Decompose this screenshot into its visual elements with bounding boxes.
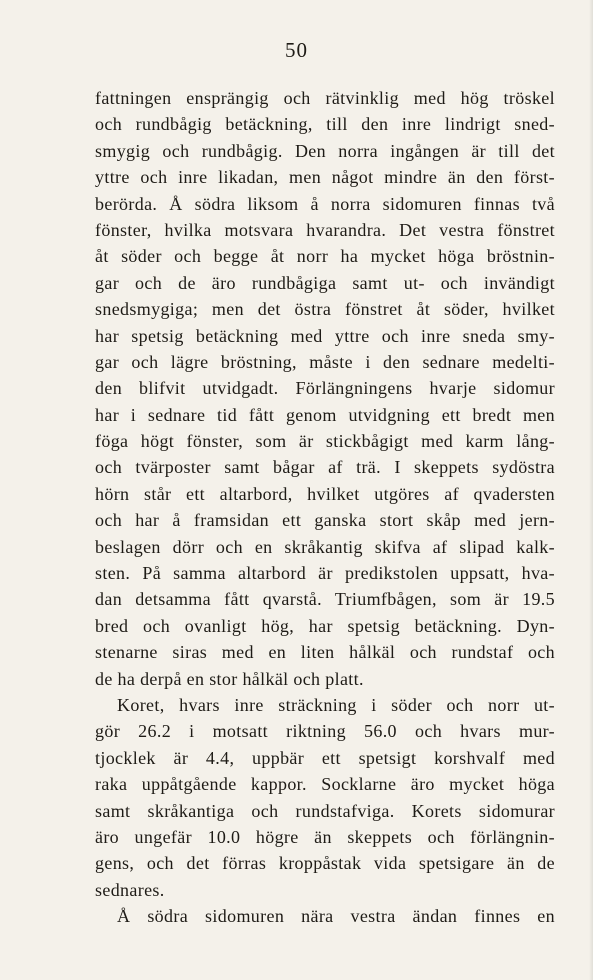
text-line: äro ungefär 10.0 högre än skeppets och förlängnin- [95, 826, 555, 847]
text-line: snedsmygiga; men det östra fönstret åt söder, hvilket [95, 299, 555, 320]
page-number: 50 [285, 38, 308, 62]
text-line: gar och lägre bröstning, måste i den sednare medelti- [95, 351, 555, 372]
text-line: smygig och rundbågig. Den norra ingången är till det [95, 140, 555, 161]
text-line: Å södra sidomuren nära vestra ändan finnes en [117, 906, 555, 927]
body-text [95, 85, 555, 930]
text-line: de ha derpå en stor hålkäl och platt. [95, 668, 364, 689]
text-line: gar och de äro rundbågiga samt ut- och invändigt [95, 272, 555, 293]
text-line: gens, och det förras kroppåstak vida spetsigare än de [95, 853, 555, 874]
text-line: gör 26.2 i motsatt riktning 56.0 och hvars mur- [95, 721, 555, 742]
text-line: sednares. [95, 879, 165, 900]
page-edge [589, 0, 593, 980]
text-line: åt söder och begge åt norr ha mycket höga bröstnin- [95, 246, 555, 267]
text-line: berörda. Å södra liksom å norra sidomuren finnas två [95, 193, 555, 214]
text-line: tjocklek är 4.4, uppbär ett spetsigt korshvalf med [95, 747, 555, 768]
text-line: dan detsamma fått qvarstå. Triumfbågen, som är 19.5 [95, 589, 555, 610]
text-line: den blifvit utvidgadt. Förlängningens hvarje sidomur [95, 378, 555, 399]
text-line: och har å framsidan ett ganska stort skåp med jern- [95, 510, 555, 531]
text-line: stenarne siras med en liten hålkäl och rundstaf och [95, 642, 555, 663]
text-line: har spetsig betäckning med yttre och inre sneda smy- [95, 325, 555, 346]
text-line: Koret, hvars inre sträckning i söder och norr ut- [117, 694, 555, 715]
text-line: fattningen ensprängig och rätvinklig med hög tröskel [95, 88, 555, 108]
text-line: och tvärposter samt bågar af trä. I skeppets sydöstra [95, 457, 555, 478]
text-line: fönster, hvilka motsvara hvarandra. Det vestra fönstret [95, 219, 555, 240]
text-line: och rundbågig betäckning, till den inre lindrigt sned- [95, 114, 555, 135]
text-line: yttre och inre likadan, men något mindre än den först- [95, 167, 555, 188]
text-line: har i sednare tid fått genom utvidgning ett bredt men [95, 404, 555, 425]
text-line: bred och ovanligt hög, har spetsig betäckning. Dyn- [95, 615, 555, 636]
text-line: samt skråkantiga och rundstafviga. Korets sidomurar [95, 800, 555, 821]
text-line: raka uppåtgående kappor. Socklarne äro mycket höga [95, 774, 555, 795]
text-line: beslagen dörr och en skråkantig skifva af slipad kalk- [95, 536, 555, 557]
text-line: hörn står ett altarbord, hvilket utgöres af qvadersten [95, 483, 555, 504]
text-line: föga högt fönster, som är stickbågigt med karm lång- [95, 431, 555, 452]
text-line: sten. På samma altarbord är predikstolen uppsatt, hva- [95, 563, 555, 584]
